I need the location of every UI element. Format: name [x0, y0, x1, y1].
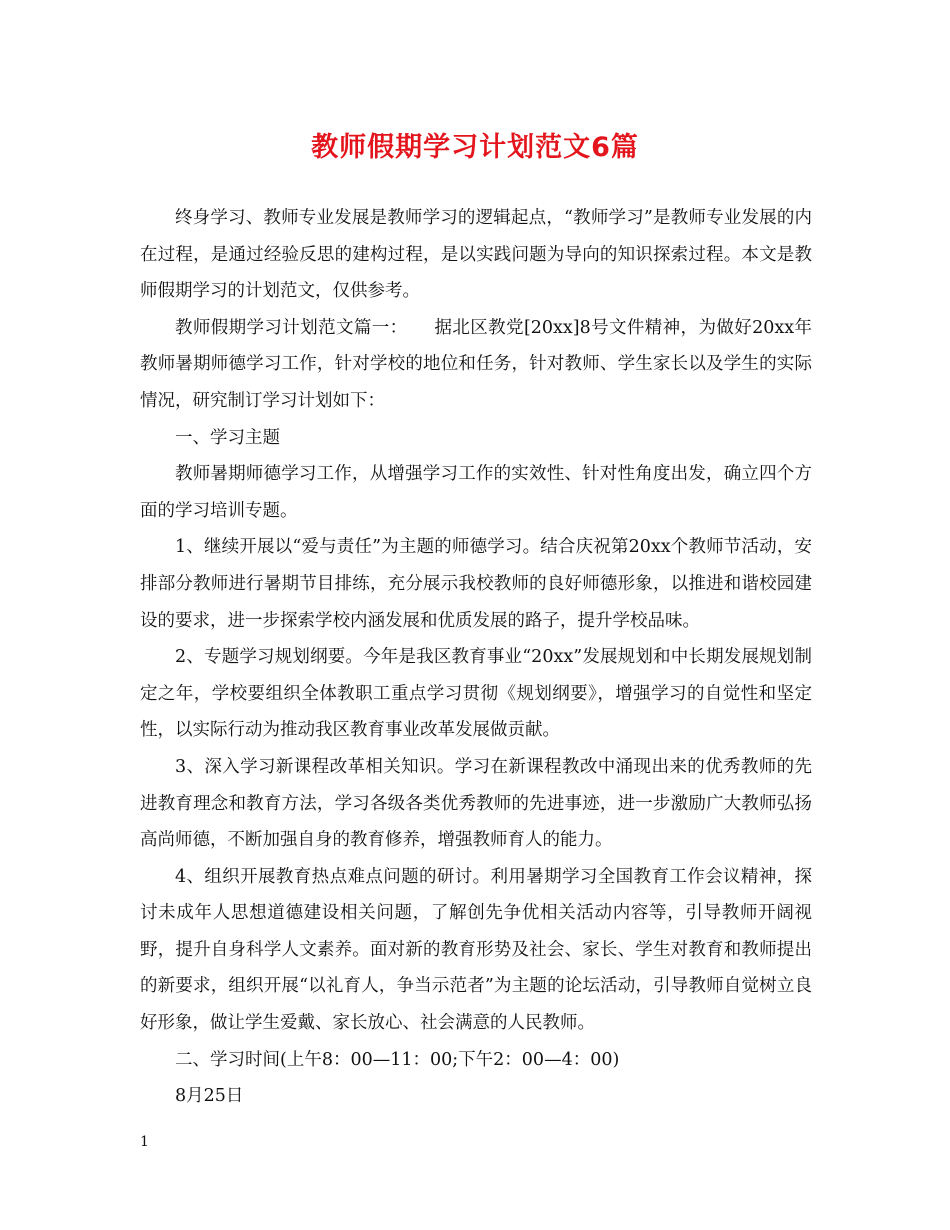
list-item-3: 3、深入学习新课程改革相关知识。学习在新课程教改中涌现出来的优秀教师的先进教育理念和教育方法，学习各级各类优秀教师的先进事迹，进一步激励广大教师弘扬高尚师德，不断加强自身的教育修养，增强教师育人的能力。 [140, 756, 812, 851]
paragraph-intro: 终身学习、教师专业发展是教师学习的逻辑起点，“教师学习”是教师专业发展的内在过程，是通过经验反思的建构过程，是以实践问题为导向的知识探索过程。本文是教师假期学习的计划范文，仅供参考。 [140, 208, 812, 302]
section-heading-theme: 一、学习主题 [175, 427, 280, 448]
paragraph-plan-one: 教师假期学习计划范文篇一： 据北区教党[20xx]8号文件精神，为做好20xx年教师暑期师德学习工作，针对学校的地位和任务，针对教师、学生家长以及学生的实际情况，研究制订学习计划如下： [140, 317, 812, 411]
list-item-2: 2、专题学习规划纲要。今年是我区教育事业“20xx”发展规划和中长期发展规划制定之年，学校要组织全体教职工重点学习贯彻《规划纲要》，增强学习的自觉性和坚定性，以实际行动为推动我区教育事业改革发展做贡献。 [140, 647, 812, 741]
list-item-4: 4、组织开展教育热点难点问题的研讨。利用暑期学习全国教育工作会议精神，探讨未成年人思想道德建设相关问题，了解创先争优相关活动内容等，引导教师开阔视野，提升自身科学人文素养。面对新的教育形势及社会、家长、学生对教育和教师提出的新要求，组织开展“以礼育人，争当示范者”为主题的论坛活动，引导教师自觉树立良好形象，做让学生爱戴、家长放心、社会满意的人民教师。 [140, 866, 812, 1034]
list-item-1: 1、继续开展以“爱与责任”为主题的师德学习。结合庆祝第20xx个教师节活动，安排部分教师进行暑期节目排练，充分展示我校教师的良好师德形象，以推进和谐校园建设的要求，进一步探索学校内涵发展和优质发展的路子，提升学校品味。 [140, 537, 812, 631]
paragraph-theme: 教师暑期师德学习工作，从增强学习工作的实效性、针对性角度出发，确立四个方面的学习培训专题。 [140, 464, 812, 521]
document-body [140, 200, 812, 1115]
section-heading-time: 二、学习时间(上午8：00—11：00;下午2：00—4：00) [175, 1049, 620, 1070]
page-number: 1 [140, 1134, 149, 1150]
paragraph-date: 8月25日 [175, 1086, 244, 1107]
document-title: 教师假期学习计划范文6篇 [311, 132, 639, 163]
